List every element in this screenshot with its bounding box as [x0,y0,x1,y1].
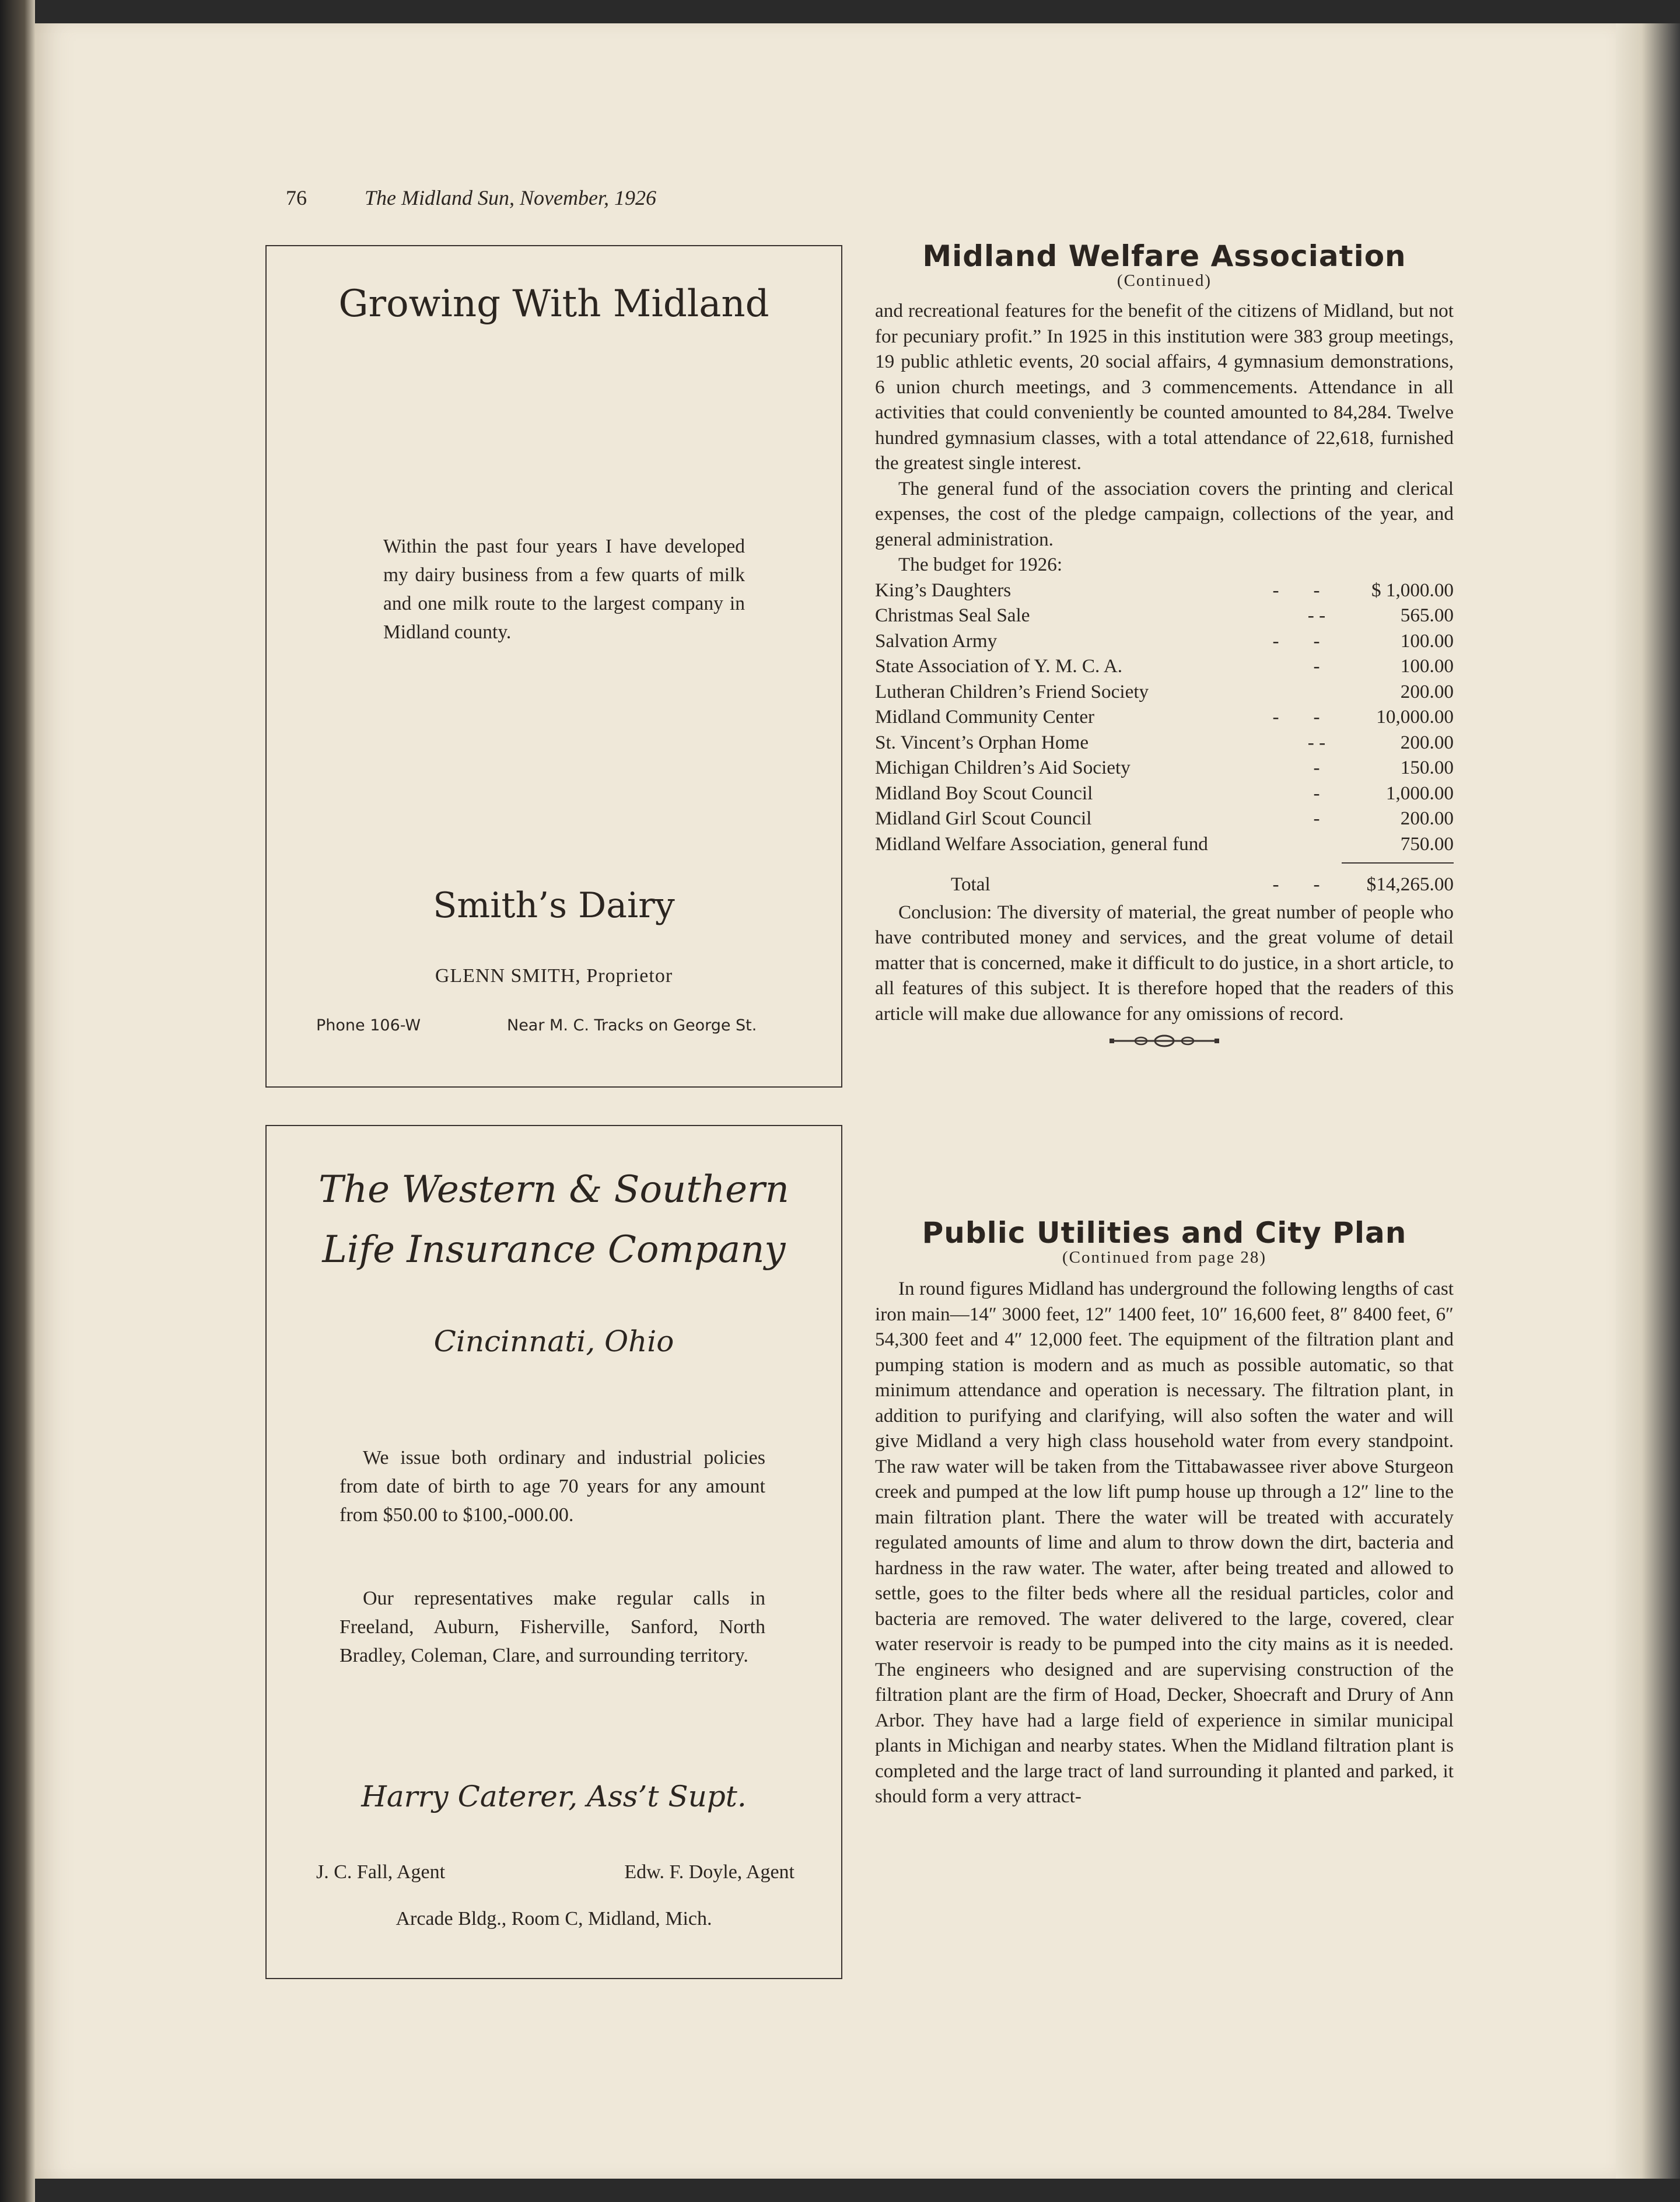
utilities-article [875,1216,1454,1809]
budget-item: St. Vincent’s Orphan Home [875,731,1089,753]
welfare-continued: (Continued) [1116,271,1212,290]
ornament-divider [875,1030,1454,1055]
insurance-city: Cincinnati, Ohio [433,1324,674,1358]
insurance-para-policies: We issue both ordinary and industrial policies from date of birth to age 70 years for any amount from $50.00 to $100,-000.00. [340,1447,765,1526]
budget-row [875,704,1454,730]
budget-item: Salvation Army [875,630,998,652]
budget-leader-1 [1255,679,1296,705]
budget-amount: 10,000.00 [1376,706,1454,728]
budget-leader-2: - [1313,655,1320,677]
insurance-advertisement [265,1125,842,1979]
insurance-headline-line1: The Western & Southern [318,1168,789,1211]
budget-item: Midland Girl Scout Council [875,808,1092,829]
insurance-headline-line2: Life Insurance Company [322,1228,786,1271]
utilities-continued: (Continued from page 28) [1062,1247,1266,1267]
budget-item: Midland Welfare Association, general fund [875,833,1208,855]
budget-amount: 200.00 [1400,680,1454,702]
budget-leader-1: - [1272,630,1279,652]
welfare-conclusion: Conclusion: The diversity of material, the great number of people who have contributed money and services, and the great volume of detail matter that is concerned, make it difficult to do justice, in a short article, to all features of this subject. It is therefore hoped that the readers of this article will make due allowance for any omissions of record. [875,901,1454,1025]
welfare-para2: The general fund of the association covers the printing and clerical expenses, the cost of the pledge campaign, collections of the year, and general administration. [875,477,1454,550]
budget-item: Michigan Children’s Aid Society [875,757,1130,778]
budget-leader-1: - [1272,706,1279,728]
total-leader-2: - [1313,873,1320,895]
budget-leader-2: - [1313,630,1320,652]
total-label: Total [951,873,991,895]
budget-leader-1 [1255,781,1296,806]
budget-row [875,578,1454,603]
budget-item: Christmas Seal Sale [875,604,1030,626]
budget-leader-2: - - [1307,731,1326,753]
utilities-title: Public Utilities and City Plan [922,1216,1407,1250]
budget-leader-2: - - [1307,604,1326,626]
budget-leader-2: - [1313,706,1320,728]
ornament-icon [1106,1033,1223,1048]
budget-amount: 565.00 [1400,604,1454,626]
welfare-para1: and recreational features for the benefit of the citizens of Midland, but not for pecuniary profit.” In 1925 in this institution were 383 group meetings, 19 public athletic events, 20 social affairs, 4 gymnasium demonstrations, 6 union church meetings, and 3 commencements. Attendance in all activities that could conveniently be counted amounted to 84,284. Twelve hundred gymnasium classes, with a total attendance of 22,618, furnished the greatest single interest. [875,300,1454,474]
dairy-ad-headline: Growing With Midland [338,282,769,326]
running-header [286,186,656,210]
budget-amount: 150.00 [1400,757,1454,778]
utilities-body: In round figures Midland has underground the following lengths of cast iron main—14″ 3000 feet, 12″ 1400 feet, 10″ 16,600 feet, 8″ 8400 feet, 6″ 54,300 feet and 4″ 12,000 feet. The equipment of the filtration plant and pumping station is modern and as much as possible automatic, so that minimum attendance and operation is necessary. The filtration plant, in addition to purifying and clarifying, will also soften the water and will give Midland a very high class household water from every standpoint. The raw water will be taken from the Tittabawassee river above Sturgeon creek and pumped at the low lift pump house up through a 12″ line to the main filtration plant. There the water will be treated with accurately regulated amounts of lime and alum to throw down the dirt, bacteria and hardness in the raw water. The water, after being treated and allowed to settle, goes to the filter beds where all the residual particles, color and bacteria are removed. The water delivered to the large, covered, clear water reservoir is ready to be pumped into the city mains as it is needed. The engineers who designed and are supervising construction of the filtration plant are the firm of Hoad, Decker, Shoecraft and Drury of Ann Arbor. They have had a large field of experience in similar municipal plants in Michigan and nearby states. When the Midland filtration plant is completed and the large tract of land surrounding it planted and parked, it should form a very attract- [875,1278,1454,1807]
budget-amount: 750.00 [1400,833,1454,855]
budget-leader-1 [1255,730,1296,756]
budget-total-row [875,872,1454,897]
budget-leader-1 [1255,831,1296,857]
budget-leader-1 [1255,653,1296,679]
dairy-name: Smith’s Dairy [433,885,675,926]
budget-row [875,653,1454,679]
dairy-location: Near M. C. Tracks on George St. [507,1016,757,1034]
budget-amount: 1,000.00 [1385,782,1454,804]
page-number: 76 [286,186,307,209]
total-amount: $14,265.00 [1366,873,1454,895]
budget-amount: 100.00 [1400,630,1454,652]
budget-leader-1 [1255,603,1296,628]
insurance-para-representatives: Our representatives make regular calls in Freeland, Auburn, Fisherville, Sanford, North Bradley, Coleman, Clare, and surrounding territory. [340,1588,765,1666]
budget-table [875,578,1454,857]
budget-item: Midland Community Center [875,706,1095,728]
total-leader-1: - [1272,873,1279,895]
budget-leader-2: - [1313,808,1320,829]
budget-leader-2 [1296,679,1337,705]
budget-item: King’s Daughters [875,579,1012,601]
budget-item: Lutheran Children’s Friend Society [875,680,1149,702]
budget-item: Midland Boy Scout Council [875,782,1093,804]
dairy-phone: Phone 106-W [316,1016,421,1034]
budget-leader-2: - [1313,782,1320,804]
dairy-ad-body: Within the past four years I have developed my dairy business from a few quarts of milk and one milk route to the largest company in Midland county. [383,536,745,643]
total-rule [1342,862,1454,864]
insurance-address: Arcade Bldg., Room C, Midland, Mich. [396,1908,712,1930]
budget-row [875,603,1454,628]
dairy-advertisement [265,245,842,1088]
budget-row [875,806,1454,831]
budget-leader-2: - [1313,757,1320,778]
publication-title: The Midland Sun, November, 1926 [365,186,656,209]
welfare-article [875,239,1454,1055]
budget-row [875,755,1454,781]
book-binding-edge [0,0,35,2202]
budget-row [875,730,1454,756]
budget-amount: 200.00 [1400,808,1454,829]
budget-row [875,679,1454,705]
budget-leader-2: - [1313,579,1320,601]
insurance-agent-doyle: Edw. F. Doyle, Agent [624,1861,794,1883]
facing-page-edge [1616,23,1680,2179]
dairy-proprietor: GLENN SMITH, Proprietor [435,965,673,987]
budget-row [875,781,1454,806]
total-spacer [875,857,1454,872]
insurance-superintendent: Harry Caterer, Ass’t Supt. [361,1780,747,1813]
welfare-budget-intro: The budget for 1926: [898,554,1063,575]
budget-amount: 100.00 [1400,655,1454,677]
budget-leader-2 [1296,831,1337,857]
budget-amount: $ 1,000.00 [1371,579,1454,601]
insurance-agent-fall: J. C. Fall, Agent [316,1861,446,1883]
welfare-title: Midland Welfare Association [922,239,1406,273]
budget-row [875,831,1454,857]
budget-leader-1 [1255,806,1296,831]
budget-item: State Association of Y. M. C. A. [875,655,1123,677]
budget-leader-1 [1255,755,1296,781]
budget-leader-1: - [1272,579,1279,601]
budget-amount: 200.00 [1400,731,1454,753]
budget-row [875,628,1454,654]
